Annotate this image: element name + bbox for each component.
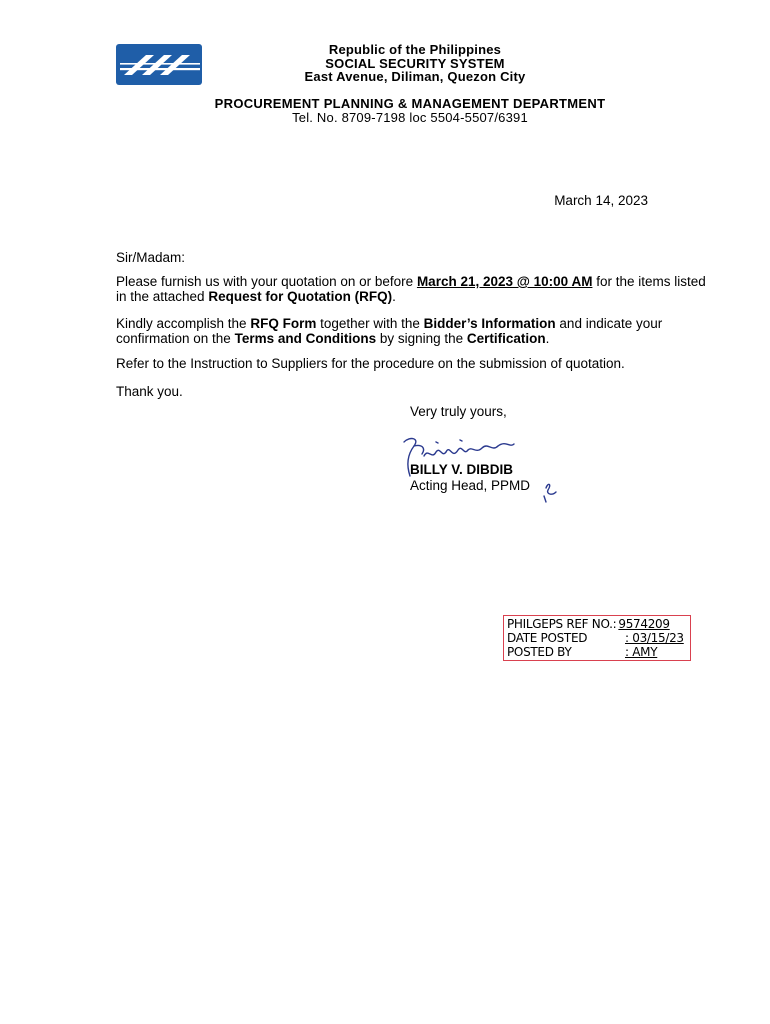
- text-span: .: [392, 288, 396, 304]
- philgeps-ref-row: [507, 617, 687, 631]
- posted-by-value: : AMY: [625, 645, 658, 659]
- closing: Very truly yours,: [410, 404, 507, 419]
- paragraph-deadline: [116, 275, 706, 304]
- posted-by-label: POSTED BY: [507, 645, 572, 659]
- department-header: [170, 97, 650, 125]
- philgeps-ref-label: PHILGEPS REF NO.:: [507, 617, 617, 631]
- letterhead-agency: SOCIAL SECURITY SYSTEM: [325, 55, 505, 71]
- bidders-information: Bidder’s Information: [423, 316, 556, 331]
- deadline: March 21, 2023 @ 10:00 AM: [416, 274, 593, 289]
- text-span: and indicate your confirmation on the: [116, 316, 663, 346]
- signer-block: [410, 462, 530, 493]
- rfq-form: RFQ Form: [250, 316, 317, 331]
- date-posted-value: : 03/15/23: [625, 631, 684, 645]
- terms-and-conditions: Terms and Conditions: [234, 330, 377, 346]
- text-span: together with the: [316, 316, 424, 331]
- paragraph-refer: Refer to the Instruction to Suppliers for the procedure on the submission of quotation.: [116, 356, 625, 371]
- department-phone: Tel. No. 8709-7198 loc 5504-5507/6391: [292, 110, 528, 125]
- text-span: by signing the: [376, 330, 467, 346]
- signer-title: Acting Head, PPMD: [410, 477, 531, 493]
- philgeps-ref-value: 9574209: [618, 617, 670, 631]
- sss-logo: [116, 44, 202, 85]
- letterhead-address: East Avenue, Diliman, Quezon City: [304, 69, 526, 84]
- text-span: Please furnish us with your quotation on or before: [116, 274, 417, 289]
- paragraph-instructions: [116, 317, 706, 346]
- text-span: Kindly accomplish the: [116, 316, 251, 331]
- salutation: Sir/Madam:: [116, 250, 186, 265]
- signer-name: BILLY V. DIBDIB: [410, 462, 514, 477]
- letterhead-country: Republic of the Philippines: [328, 42, 502, 57]
- date-posted-label: DATE POSTED: [507, 631, 588, 645]
- rfq-reference: Request for Quotation (RFQ): [208, 288, 393, 304]
- letterhead: [250, 43, 580, 84]
- department-title: PROCUREMENT PLANNING & MANAGEMENT DEPARTMENT: [214, 96, 606, 111]
- thank-you: Thank you.: [116, 384, 183, 399]
- date-posted-row: [507, 631, 687, 645]
- certification: Certification: [466, 330, 546, 346]
- text-span: for the items listed in the attached: [116, 274, 706, 304]
- posted-by-row: [507, 645, 687, 659]
- philgeps-reference-box: [503, 615, 691, 661]
- letter-date: March 14, 2023: [554, 193, 648, 208]
- text-span: .: [545, 330, 550, 346]
